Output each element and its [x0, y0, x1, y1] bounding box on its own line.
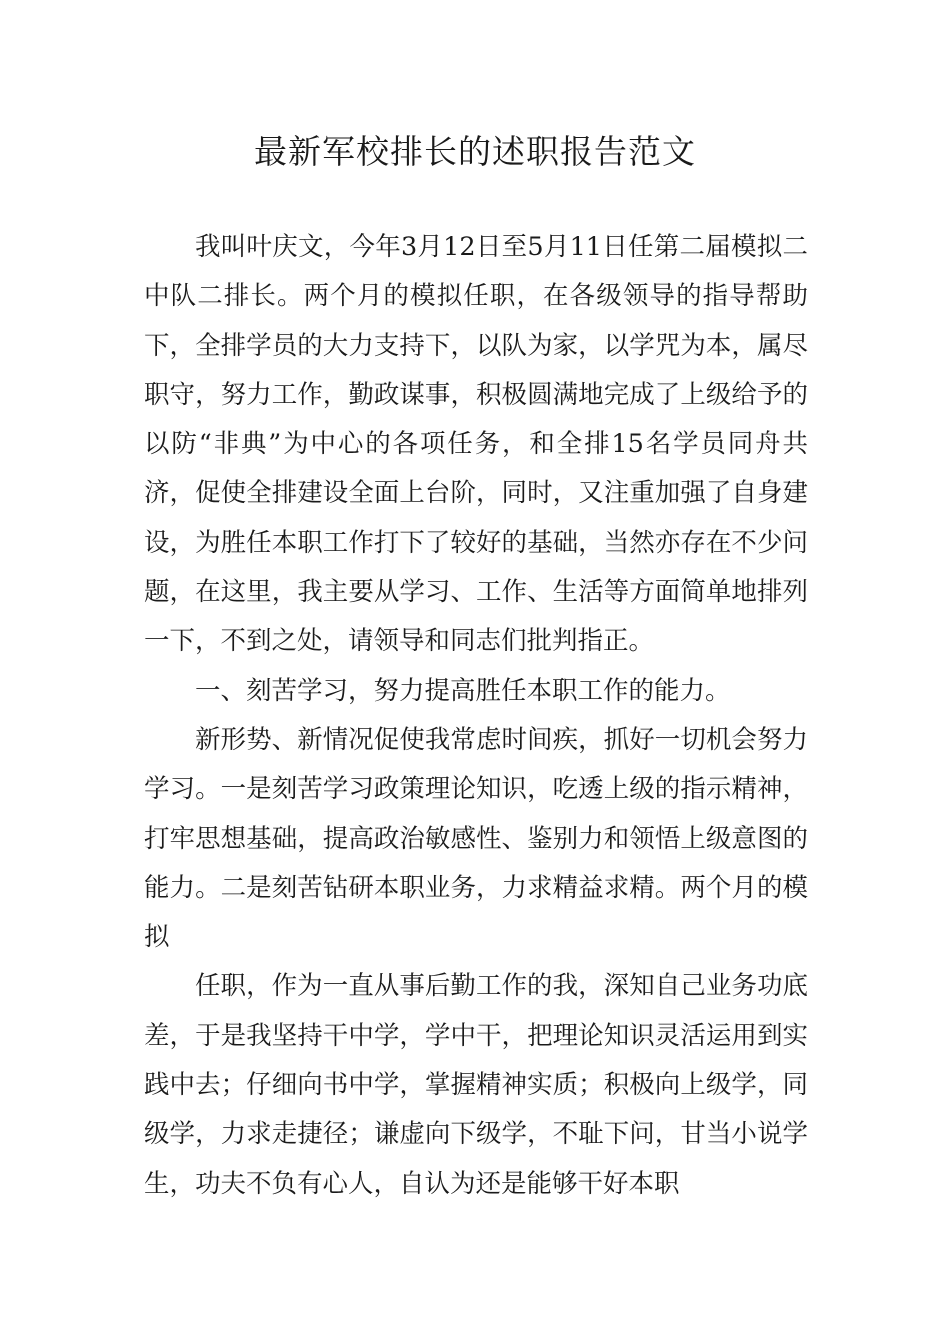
paragraph-intro: 我叫叶庆文，今年3月12日至5月11日任第二届模拟二中队二排长。两个月的模拟任职，在各级领导的指导帮助下，全排学员的大力支持下，以队为家，以学咒为本，属尽职守，努力工作，勤政谋事，积极圆满地完成了上级给予的以防“非典”为中心的各项任务，和全排15名学员同舟共济，促使全排建设全面上台阶，同时，又注重加强了自身建设，为胜任本职工作打下了较好的基础，当然亦存在不少问题，在这里，我主要从学习、工作、生活等方面简单地排列一下，不到之处，请领导和同志们批判指正。: [144, 232, 808, 657]
paragraph-study: 新形势、新情况促使我常虑时间疾，抓好一切机会努力学习。一是刻苦学习政策理论知识，吃透上级的指示精神，打牢思想基础，提高政治敏感性、鉴别力和领悟上级意图的能力。二是刻苦钻研本职业务，力求精益求精。两个月的模拟: [144, 724, 808, 953]
paragraph-duty: 任职，作为一直从事后勤工作的我，深知自己业务功底差，于是我坚持干中学，学中干，把理论知识灵活运用到实践中去；仔细向书中学，掌握精神实质；积极向上级学，同级学，力求走捷径；谦虚向下级学，不耻下问，甘当小说学生，功夫不负有心人，自认为还是能够干好本职: [144, 971, 808, 1199]
paragraph-heading-1: 一、刻苦学习，努力提高胜任本职工作的能力。: [195, 675, 731, 706]
document-title: 最新军校排长的述职报告范文: [254, 132, 696, 171]
document-body: [144, 223, 808, 1209]
